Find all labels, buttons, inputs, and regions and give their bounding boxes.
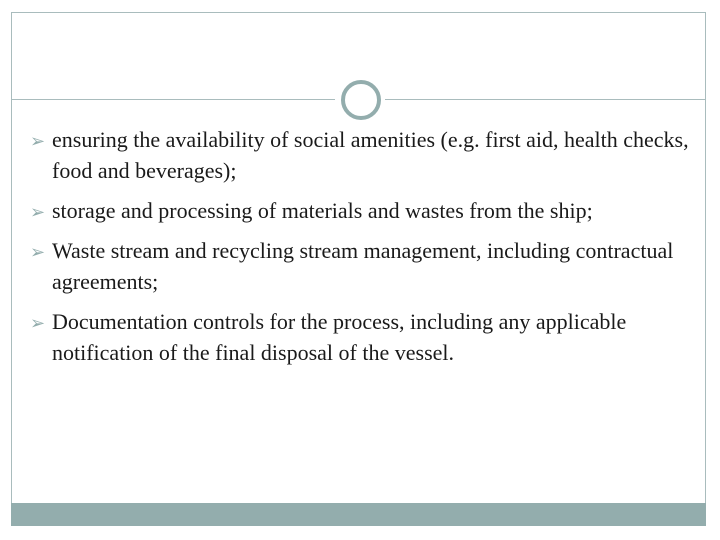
bullet-item (30, 306, 695, 368)
divider-circle-ornament (341, 80, 381, 120)
bullet-item (30, 235, 695, 297)
arrow-bullet-icon: ➢ (30, 202, 46, 222)
footer-bar (11, 503, 706, 526)
bullet-list (30, 124, 695, 377)
bullet-text: ensuring the availability of social amenities (e.g. first aid, health checks, food and beverages); (52, 127, 689, 183)
title-divider-left (11, 99, 335, 100)
arrow-bullet-icon: ➢ (30, 242, 46, 262)
bullet-text: Documentation controls for the process, including any applicable notification of the final disposal of the vessel. (52, 309, 627, 365)
bullet-item (30, 195, 695, 226)
arrow-bullet-icon: ➢ (30, 131, 46, 151)
bullet-text: storage and processing of materials and wastes from the ship; (52, 198, 593, 223)
arrow-bullet-icon: ➢ (30, 313, 46, 333)
title-divider-right (385, 99, 706, 100)
bullet-text: Waste stream and recycling stream management, including contractual agreements; (52, 238, 674, 294)
bullet-item (30, 124, 695, 186)
